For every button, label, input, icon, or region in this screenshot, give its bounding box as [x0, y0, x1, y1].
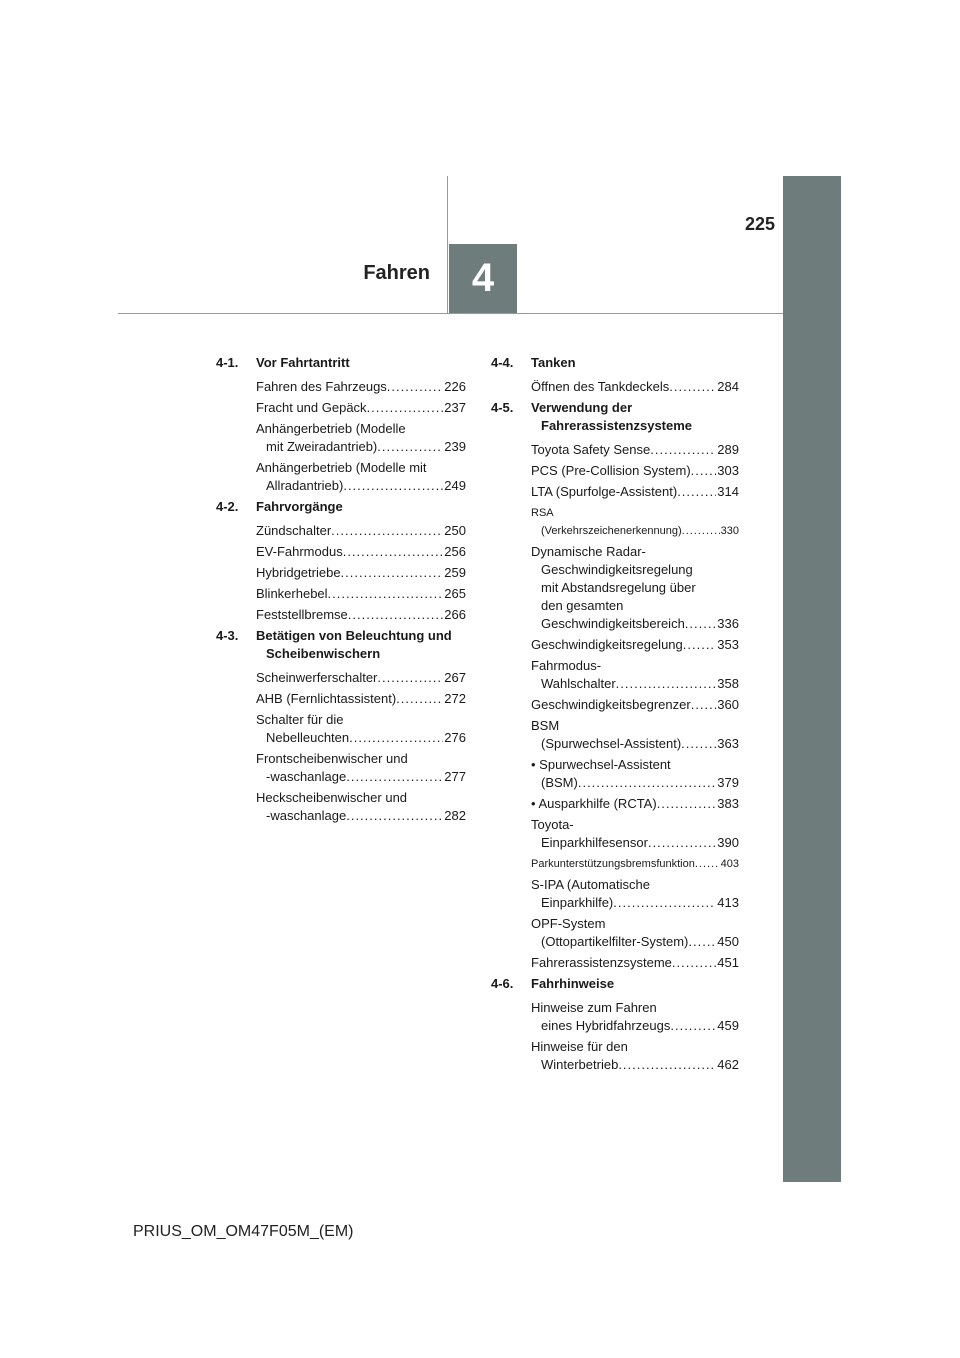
entry-title: • Ausparkhilfe (RCTA) — [531, 796, 657, 811]
entry-title: AHB (Fernlichtassistent) — [256, 691, 397, 706]
toc-entry[interactable] — [256, 669, 466, 687]
entry-title: mit Zweiradantrieb) — [266, 439, 378, 454]
entry-page-number: 413 — [717, 895, 739, 910]
dot-leader — [650, 441, 716, 459]
toc-entry[interactable] — [531, 999, 739, 1035]
entry-page-number: 336 — [717, 616, 739, 631]
entry-title: Wahlschalter — [541, 676, 616, 691]
dot-leader — [672, 954, 716, 972]
section-number: 4-2. — [216, 499, 239, 514]
chapter-side-tab — [783, 176, 841, 1182]
dot-leader — [691, 696, 717, 714]
toc-entry[interactable] — [531, 657, 739, 693]
toc-entry[interactable] — [531, 543, 739, 633]
entry-leader-line — [531, 1056, 739, 1074]
section-title: Betätigen von Beleuchtung und Scheibenwischern — [256, 628, 452, 661]
entry-page-number: 226 — [444, 379, 466, 394]
entry-leader-line — [256, 729, 466, 747]
entry-title: (Ottopartikelfilter-System) — [541, 934, 689, 949]
toc-section-heading — [216, 354, 466, 372]
toc-section-heading — [491, 975, 739, 993]
dot-leader — [677, 483, 716, 501]
entry-title: Scheinwerferschalter — [256, 670, 378, 685]
entry-leader-line — [531, 855, 739, 873]
entry-text-line: Frontscheibenwischer und — [256, 751, 408, 766]
entry-leader-line — [531, 441, 739, 459]
entry-page-number: 289 — [717, 442, 739, 457]
entry-leader-line — [531, 378, 739, 396]
entry-page-number: 265 — [444, 586, 466, 601]
toc-entry[interactable] — [531, 483, 739, 501]
toc-entry[interactable] — [531, 636, 739, 654]
dot-leader — [377, 669, 443, 687]
entry-page-number: 272 — [444, 691, 466, 706]
entry-leader-line — [531, 954, 739, 972]
dot-leader — [578, 774, 716, 792]
section-number: 4-5. — [491, 400, 514, 415]
entry-leader-line — [256, 768, 466, 786]
entry-page-number: 363 — [717, 736, 739, 751]
chapter-number-box — [449, 244, 517, 313]
entry-page-number: 459 — [717, 1018, 739, 1033]
entry-title: Nebelleuchten — [266, 730, 350, 745]
entry-title: Feststellbremse — [256, 607, 348, 622]
entry-page-number: 284 — [717, 379, 739, 394]
toc-entry[interactable] — [256, 585, 466, 603]
entry-title: -waschanlage — [266, 808, 347, 823]
entry-leader-line — [256, 606, 466, 624]
entry-page-number: 267 — [444, 670, 466, 685]
entry-page-number: 276 — [444, 730, 466, 745]
dot-leader — [348, 606, 444, 624]
entry-leader-line — [256, 669, 466, 687]
entry-page-number: 451 — [717, 955, 739, 970]
entry-title: Parkunterstützungsbremsfunktion — [531, 858, 695, 870]
toc-entry[interactable] — [256, 789, 466, 825]
entry-text-line: Geschwindigkeitsregelung — [541, 562, 693, 577]
toc-entry[interactable] — [531, 876, 739, 912]
toc-entry[interactable] — [531, 795, 739, 813]
entry-title: eines Hybridfahrzeugs — [541, 1018, 671, 1033]
toc-entry[interactable] — [256, 420, 466, 456]
dot-leader — [616, 675, 717, 693]
dot-leader — [613, 894, 716, 912]
dot-leader — [670, 1017, 716, 1035]
entry-text-line: Heckscheibenwischer und — [256, 790, 408, 805]
entry-page-number: 256 — [444, 544, 466, 559]
entry-leader-line — [256, 585, 466, 603]
entry-title: (BSM) — [541, 775, 578, 790]
section-title: Fahrvorgänge — [256, 499, 343, 514]
entry-page-number: 259 — [444, 565, 466, 580]
section-number: 4-4. — [491, 355, 514, 370]
entry-text-line: den gesamten — [541, 598, 624, 613]
entry-page-number: 237 — [444, 400, 466, 415]
document-code: PRIUS_OM_OM47F05M_(EM) — [133, 1223, 354, 1240]
entry-leader-line — [531, 1017, 739, 1035]
entry-leader-line — [256, 564, 466, 582]
entry-title: Zündschalter — [256, 523, 332, 538]
section-number: 4-1. — [216, 355, 239, 370]
toc-entry[interactable] — [531, 696, 739, 714]
header-vertical-rule — [447, 176, 448, 314]
entry-leader-line — [256, 438, 466, 456]
entry-page-number: 249 — [444, 478, 466, 493]
toc-entry[interactable] — [531, 378, 739, 396]
entry-text-line: Toyota- — [531, 817, 574, 832]
dot-leader — [343, 543, 444, 561]
entry-page-number: 450 — [717, 934, 739, 949]
section-title: Tanken — [531, 355, 576, 370]
dot-leader — [346, 807, 443, 825]
toc-entry[interactable] — [531, 855, 739, 873]
entry-text-line: Fahrmodus- — [531, 658, 602, 673]
toc-entry[interactable] — [531, 504, 739, 540]
entry-page-number: 303 — [717, 463, 739, 478]
entry-title: Geschwindigkeitsregelung — [531, 637, 683, 652]
dot-leader — [683, 636, 717, 654]
entry-text-line: BSM — [531, 718, 560, 733]
entry-page-number: 462 — [717, 1057, 739, 1072]
entry-title: -waschanlage — [266, 769, 347, 784]
entry-page-number: 330 — [720, 525, 739, 537]
entry-leader-line — [256, 399, 466, 417]
section-title: Verwendung der Fahrerassistenzsysteme — [531, 400, 693, 433]
entry-text-line: RSA — [531, 507, 554, 519]
dot-leader — [681, 735, 716, 753]
entry-leader-line — [256, 378, 466, 396]
entry-title: Hybridgetriebe — [256, 565, 341, 580]
toc-entry[interactable] — [256, 750, 466, 786]
dot-leader — [377, 438, 443, 456]
toc-section-heading — [216, 627, 466, 663]
entry-leader-line — [531, 735, 739, 753]
entry-title: Einparkhilfesensor — [541, 835, 648, 850]
entry-leader-line — [531, 933, 739, 951]
entry-leader-line — [531, 483, 739, 501]
dot-leader — [669, 378, 716, 396]
entry-leader-line — [531, 774, 739, 792]
entry-leader-line — [531, 462, 739, 480]
dot-leader — [685, 615, 717, 633]
dot-leader — [346, 768, 443, 786]
toc-entry[interactable] — [256, 690, 466, 708]
entry-text-line: Dynamische Radar- — [531, 544, 646, 559]
entry-leader-line — [256, 690, 466, 708]
entry-leader-line — [256, 543, 466, 561]
entry-page-number: 403 — [720, 858, 739, 870]
entry-page-number: 282 — [444, 808, 466, 823]
entry-leader-line — [531, 834, 739, 852]
entry-title: PCS (Pre-Collision System) — [531, 463, 691, 478]
entry-title: Öffnen des Tankdeckels — [531, 379, 670, 394]
entry-page-number: 277 — [444, 769, 466, 784]
entry-page-number: 250 — [444, 523, 466, 538]
toc-entry[interactable] — [531, 816, 739, 852]
entry-title: Toyota Safety Sense — [531, 442, 651, 457]
toc-entry[interactable] — [531, 462, 739, 480]
entry-page-number: 360 — [717, 697, 739, 712]
entry-leader-line — [531, 795, 739, 813]
toc-entry[interactable] — [531, 441, 739, 459]
dot-leader — [367, 399, 444, 417]
toc-entry[interactable] — [256, 711, 466, 747]
toc-entry[interactable] — [531, 954, 739, 972]
dot-leader — [618, 1056, 716, 1074]
entry-text-line: Hinweise für den — [531, 1039, 628, 1054]
entry-text-line: S-IPA (Automatische — [531, 877, 650, 892]
entry-page-number: 353 — [717, 637, 739, 652]
toc-entry[interactable] — [256, 606, 466, 624]
entry-page-number: 239 — [444, 439, 466, 454]
entry-title: Fracht und Gepäck — [256, 400, 367, 415]
toc-entry[interactable] — [531, 915, 739, 951]
dot-leader — [648, 834, 716, 852]
toc-section-heading — [216, 498, 466, 516]
chapter-title: Fahren — [363, 262, 430, 284]
entry-title: (Verkehrszeichenerkennung) — [541, 525, 682, 537]
entry-title: Fahrerassistenzsysteme — [531, 955, 672, 970]
entry-title: EV-Fahrmodus — [256, 544, 343, 559]
dot-leader — [695, 855, 720, 873]
toc-entry[interactable] — [531, 1038, 739, 1074]
entry-page-number: 266 — [444, 607, 466, 622]
entry-title: Fahren des Fahrzeugs — [256, 379, 387, 394]
entry-leader-line — [256, 477, 466, 495]
dot-leader — [657, 795, 717, 813]
section-number: 4-6. — [491, 976, 514, 991]
header-horizontal-rule — [118, 313, 783, 314]
entry-title: Allradantrieb) — [266, 478, 344, 493]
page-number: 225 — [744, 214, 775, 234]
entry-page-number: 314 — [717, 484, 739, 499]
entry-text-line: Anhängerbetrieb (Modelle mit — [256, 460, 427, 475]
entry-text-line: Schalter für die — [256, 712, 344, 727]
dot-leader — [396, 690, 443, 708]
dot-leader — [349, 729, 443, 747]
entry-leader-line — [256, 807, 466, 825]
entry-text-line: Anhängerbetrieb (Modelle — [256, 421, 406, 436]
toc-entry[interactable] — [256, 459, 466, 495]
entry-leader-line — [531, 675, 739, 693]
entry-page-number: 358 — [717, 676, 739, 691]
entry-title: Winterbetrieb — [541, 1057, 619, 1072]
entry-title: Geschwindigkeitsbegrenzer — [531, 697, 691, 712]
dot-leader — [682, 522, 720, 540]
entry-leader-line — [531, 696, 739, 714]
toc-entry[interactable] — [256, 564, 466, 582]
entry-text-line: • Spurwechsel-Assistent — [531, 757, 671, 772]
entry-page-number: 379 — [717, 775, 739, 790]
entry-title: (Spurwechsel-Assistent) — [541, 736, 682, 751]
section-title: Vor Fahrtantritt — [256, 355, 350, 370]
entry-text-line: OPF-System — [531, 916, 606, 931]
entry-leader-line — [256, 522, 466, 540]
dot-leader — [688, 933, 716, 951]
dot-leader — [341, 564, 444, 582]
toc-section-heading — [491, 399, 739, 435]
dot-leader — [343, 477, 443, 495]
entry-page-number: 390 — [717, 835, 739, 850]
toc-section-heading — [491, 354, 739, 372]
dot-leader — [328, 585, 444, 603]
entry-leader-line — [531, 522, 739, 540]
toc-entry[interactable] — [256, 543, 466, 561]
entry-page-number: 383 — [717, 796, 739, 811]
entry-title: Geschwindigkeitsbereich — [541, 616, 685, 631]
dot-leader — [331, 522, 443, 540]
entry-leader-line — [531, 894, 739, 912]
section-title: Fahrhinweise — [531, 976, 615, 991]
toc-column-right — [491, 354, 739, 1077]
dot-leader — [691, 462, 717, 480]
entry-text-line: mit Abstandsregelung über — [541, 580, 696, 595]
chapter-number: 4 — [471, 256, 495, 300]
toc-entry[interactable] — [256, 522, 466, 540]
entry-text-line: Hinweise zum Fahren — [531, 1000, 657, 1015]
entry-leader-line — [531, 615, 739, 633]
toc-entry[interactable] — [256, 399, 466, 417]
entry-title: Einparkhilfe) — [541, 895, 614, 910]
toc-column-left — [216, 354, 466, 828]
entry-leader-line — [531, 636, 739, 654]
toc-entry[interactable] — [531, 756, 739, 792]
section-number: 4-3. — [216, 628, 239, 643]
toc-entry[interactable] — [256, 378, 466, 396]
toc-entry[interactable] — [531, 717, 739, 753]
entry-title: Blinkerhebel — [256, 586, 328, 601]
dot-leader — [387, 378, 444, 396]
entry-title: LTA (Spurfolge-Assistent) — [531, 484, 678, 499]
